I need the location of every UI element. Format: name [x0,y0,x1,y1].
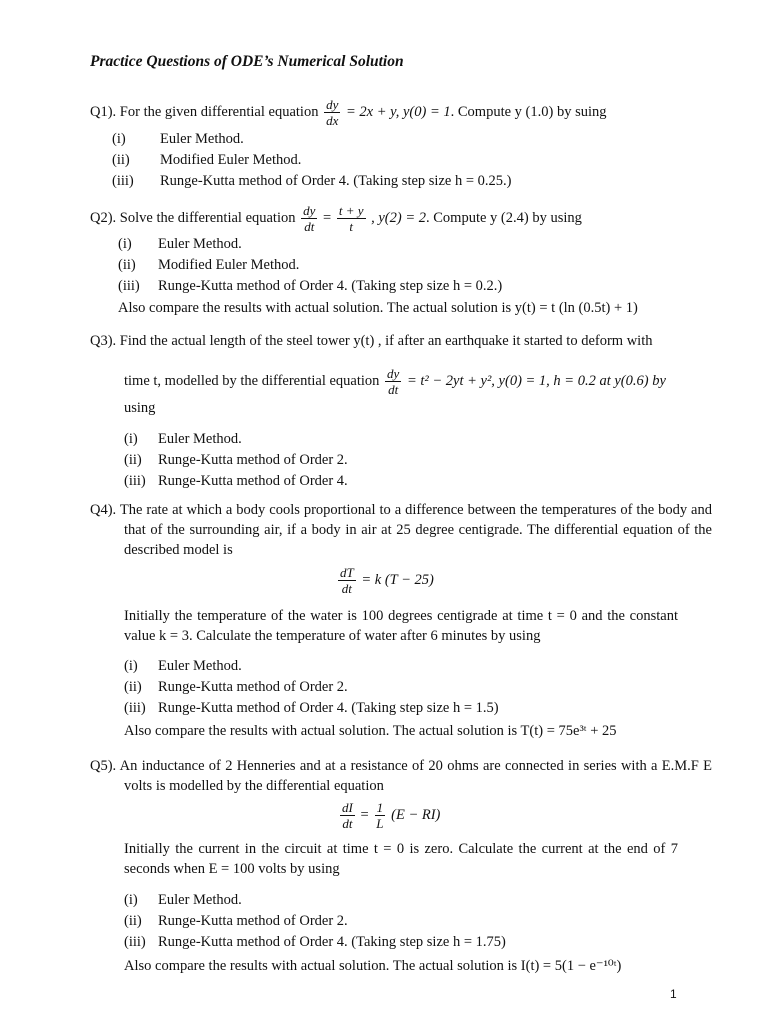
q4-paragraph: Q4). The rate at which a body cools proportional to a difference between the temperatures of the body and that of the surrounding air, if a body in air at 25 degree centigrade. The differential equation of the described model is [90,502,712,558]
q2-derivative: $\frac{dy}{dt}$ [303,203,316,234]
list-item: (i) Euler Method. [124,658,242,674]
q5-equation: $\frac{dI}{dt}$ = $\frac{1}{L}$ (E − RI) [342,800,441,831]
q2-compare-text: Also compare the results with actual solution. The actual solution is y(t) = t (ln (0.5t) + 1) [118,300,638,316]
q3-line-1: Q3). Find the actual length of the steel tower y(t) , if after an earthquake it started to deform with [90,333,653,349]
list-item: (i) Euler Method. [124,892,242,908]
list-item: (ii) Runge-Kutta method of Order 2. [124,679,348,695]
q5-derivative: $\frac{dI}{dt}$ [342,800,353,831]
list-item: (i) Euler Method. [112,131,244,147]
q3-derivative: $\frac{dy}{dt}$ [387,366,400,397]
q4-derivative: $\frac{dT}{dt}$ [340,565,354,596]
q1-statement [90,97,607,128]
list-item: (i) Euler Method. [118,236,242,252]
page-number: 1 [670,987,677,1001]
page-title: Practice Questions of ODE’s Numerical Solution [90,53,404,70]
q2-intro: Q2). Solve the differential equation [90,209,296,226]
list-item: (iii) Runge-Kutta method of Order 4. [124,473,348,489]
q1-equation-rhs: = 2x + y, y(0) = 1 [345,103,451,120]
q2-tail: . Compute y (2.4) by using [426,209,582,226]
q5-paragraph-2: Initially the current in the circuit at time t = 0 is zero. Calculate the current at the end of 7 seconds when E = 100 volts by using [124,841,678,877]
list-item: (iii) Runge-Kutta method of Order 4. (Taking step size h = 0.2.) [118,278,503,294]
list-item: (iii) Runge-Kutta method of Order 4. (Taking step size h = 1.75) [124,934,506,950]
q5-paragraph: Q5). An inductance of 2 Henneries and at a resistance of 20 ohms are connected in series with a E.M.F E volts is modelled by the differential equation [90,758,712,794]
q4-equation: $\frac{dT}{dt}$ = k (T − 25) [340,565,434,596]
list-item: (iii) Runge-Kutta method of Order 4. (Taking step size h = 0.25.) [112,173,512,189]
q2-initial-condition: , y(2) = 2 [371,209,427,226]
q5-compare-text: Also compare the results with actual solution. The actual solution is I(t) = 5(1 − e⁻¹⁰ᵗ) [124,958,622,974]
q1-derivative: $\frac{dy}{dx}$ [326,97,339,128]
q2-statement: Q2). Solve the differential equation $\frac{dy}{dt}$ = $\frac{t + y}{t}$ , y(2) = 2. Compute y (2.4) by using [90,203,582,234]
q3-line-3: using [124,400,156,416]
q1-tail: . Compute y (1.0) by suing [450,103,607,120]
q3-line-2: time t, modelled by the differential equation $\frac{dy}{dt}$ = t² − 2yt + y², y(0) = 1, h = 0.2 at y(0.6) by [124,366,666,397]
q1-intro: Q1). For the given differential equation [90,103,319,120]
list-item: (i) Euler Method. [124,431,242,447]
list-item: (ii) Runge-Kutta method of Order 2. [124,913,348,929]
list-item: (ii) Modified Euler Method. [118,257,300,273]
q5-coefficient: $\frac{1}{L}$ [376,800,384,831]
q4-compare-text: Also compare the results with actual solution. The actual solution is T(t) = 75e³ᵗ + 25 [124,723,617,739]
q4-paragraph-2: Initially the temperature of the water is 100 degrees centigrade at time t = 0 and the constant value k = 3. Calculate the temperature of water after 6 minutes by using [124,608,678,644]
list-item: (ii) Runge-Kutta method of Order 2. [124,452,348,468]
list-item: (iii) Runge-Kutta method of Order 4. (Taking step size h = 1.5) [124,700,499,716]
list-item: (ii) Modified Euler Method. [112,152,302,168]
q2-rhs-fraction: $\frac{t + y}{t}$ [338,203,364,234]
